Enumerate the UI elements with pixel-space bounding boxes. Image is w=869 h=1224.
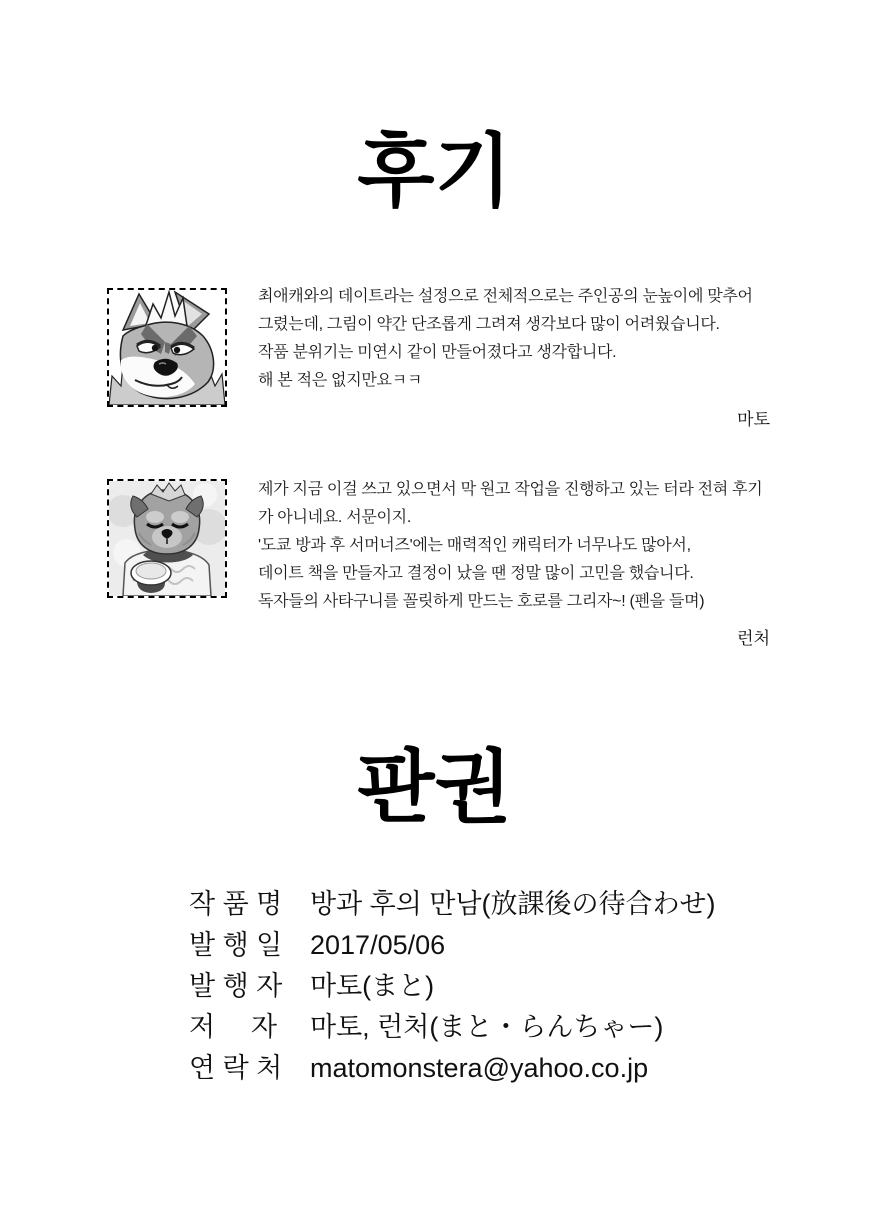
dog-character-image <box>109 481 225 596</box>
colophon-title: 판권 <box>357 743 512 832</box>
author-signature-launcher: 런처 <box>737 629 770 648</box>
afterword-line: 가 아니네요. 서문이지. <box>258 509 411 526</box>
afterword-line: 해 본 적은 없지만요ㅋㅋ <box>258 372 422 389</box>
colophon-row-contact <box>189 1046 715 1087</box>
afterword-entry-text-launcher <box>258 476 770 616</box>
colophon-row-publisher <box>189 964 715 1005</box>
colophon-label: 저 자 <box>189 1012 277 1042</box>
colophon-row-work-title <box>189 882 715 923</box>
wolf-portrait-frame <box>107 288 227 407</box>
colophon-label: 발 행 일 <box>189 930 283 960</box>
afterword-line: 데이트 책을 만들자고 결정이 났을 땐 정말 많이 고민을 했습니다. <box>258 565 694 582</box>
colophon-value: 방과 후의 만남(放課後の待合わせ) <box>310 889 716 919</box>
afterword-line: 제가 지금 이걸 쓰고 있으면서 막 원고 작업을 진행하고 있는 터라 전혀 후기 <box>258 481 763 498</box>
colophon-row-authors <box>189 1005 715 1046</box>
afterword-line: 최애캐와의 데이트라는 설정으로 전체적으로는 주인공의 눈높이에 맞추어 <box>258 288 753 305</box>
author-signature-mato: 마토 <box>737 410 770 429</box>
afterword-entry-text-mato <box>258 283 770 395</box>
colophon-value: 2017/05/06 <box>310 930 446 960</box>
colophon-row-publish-date <box>189 923 715 964</box>
colophon-value: 마토, 런처(まと・らんちゃー) <box>310 1012 664 1042</box>
afterword-line: 그렸는데, 그림이 약간 단조롭게 그려져 생각보다 많이 어려웠습니다. <box>258 316 720 333</box>
colophon-label: 발 행 자 <box>189 971 283 1001</box>
wolf-character-image <box>109 290 225 405</box>
afterword-line: '도쿄 방과 후 서머너즈'에는 매력적인 캐릭터가 너무나도 많아서, <box>258 537 691 554</box>
colophon-value-email: matomonstera@yahoo.co.jp <box>310 1053 649 1083</box>
colophon-value: 마토(まと) <box>310 971 435 1001</box>
colophon-label: 연 락 처 <box>189 1053 283 1083</box>
afterword-title: 후기 <box>357 127 512 216</box>
colophon-label: 작 품 명 <box>189 889 283 919</box>
colophon-table <box>189 882 715 1087</box>
afterword-line: 독자들의 사타구니를 꼴릿하게 만드는 호로를 그리자~! (펜을 들며) <box>258 593 705 610</box>
dog-portrait-frame <box>107 479 227 598</box>
afterword-line: 작품 분위기는 미연시 같이 만들어졌다고 생각합니다. <box>258 344 617 361</box>
